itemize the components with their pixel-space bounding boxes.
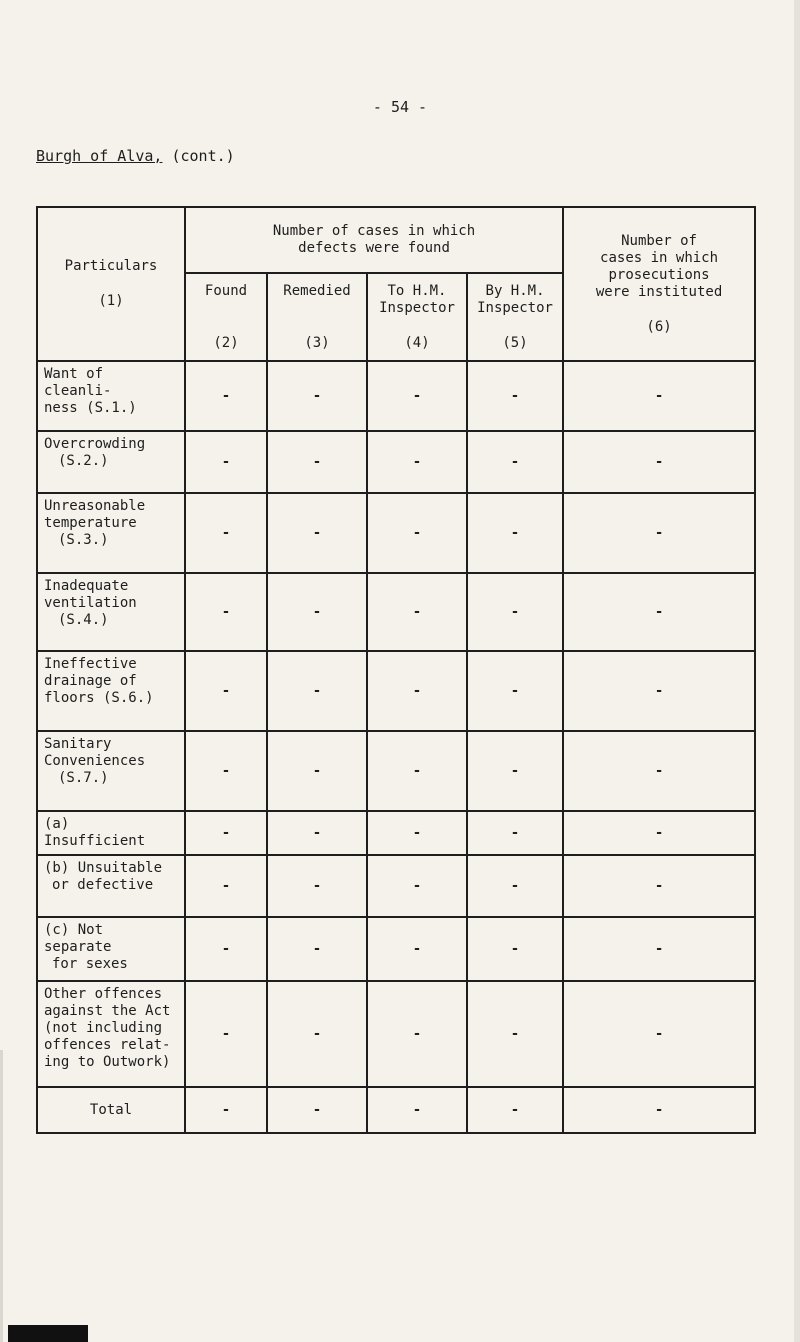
header-row-1 (37, 207, 755, 273)
row-label-line: (b) Unsuitable (44, 860, 163, 876)
row-label-line: Other offences (44, 986, 163, 1002)
prosecutions-header-line-3: prosecutions (608, 266, 710, 283)
by-inspector-cell: - (467, 855, 563, 917)
table-row (37, 917, 755, 981)
by-inspector-header (467, 273, 563, 361)
remedied-cell: - (267, 651, 367, 731)
to-inspector-cell: - (367, 981, 467, 1087)
row-label-line: (S.3.) (58, 532, 109, 548)
row-label-line: offences relat- (44, 1037, 171, 1053)
defects-group-header (185, 207, 563, 273)
found-cell: - (185, 811, 267, 855)
remedied-header-label: Remedied (283, 282, 351, 299)
particulars-header (37, 207, 185, 361)
heading-suffix: (cont.) (171, 147, 235, 165)
row-label-line: Ineffective (44, 656, 137, 672)
to-inspector-cell: - (367, 811, 467, 855)
remedied-cell: - (267, 917, 367, 981)
total-remedied-cell: - (267, 1087, 367, 1133)
table-row (37, 493, 755, 573)
row-label-line: for sexes (52, 956, 128, 972)
total-row (37, 1087, 755, 1133)
remedied-header-line-2 (268, 300, 366, 317)
found-cell: - (185, 431, 267, 493)
scan-margin-mark (0, 1050, 3, 1342)
remedied-cell: - (267, 361, 367, 431)
row-label-line: temperature (44, 515, 137, 531)
to-inspector-cell: - (367, 731, 467, 811)
found-cell: - (185, 855, 267, 917)
by-inspector-cell: - (467, 361, 563, 431)
table-row (37, 981, 755, 1087)
to-inspector-cell: - (367, 361, 467, 431)
prosecutions-cell: - (563, 855, 755, 917)
by-inspector-cell: - (467, 811, 563, 855)
found-cell: - (185, 917, 267, 981)
row-label (37, 361, 185, 431)
prosecutions-cell: - (563, 431, 755, 493)
to-inspector-header-line-1: To H.M. (387, 282, 447, 299)
by-inspector-cell: - (467, 493, 563, 573)
row-label-line: ventilation (44, 595, 137, 611)
remedied-cell: - (267, 731, 367, 811)
prosecutions-header-line-2: cases in which (600, 249, 719, 266)
by-inspector-header-line-2: Inspector (477, 299, 553, 316)
to-inspector-cell: - (367, 573, 467, 651)
remedied-cell: - (267, 811, 367, 855)
scan-bottom-mark (8, 1325, 88, 1342)
defects-table (36, 206, 756, 1134)
total-by-inspector-cell: - (467, 1087, 563, 1133)
prosecutions-cell: - (563, 917, 755, 981)
prosecutions-cell: - (563, 651, 755, 731)
row-label (37, 431, 185, 493)
table-row (37, 855, 755, 917)
row-label-line: Want of cleanli- (44, 366, 112, 399)
by-inspector-cell: - (467, 981, 563, 1087)
table-row (37, 811, 755, 855)
found-cell: - (185, 573, 267, 651)
table-row (37, 431, 755, 493)
remedied-header (267, 273, 367, 361)
found-header-label: Found (204, 282, 248, 299)
row-label-line: (not including (44, 1020, 163, 1036)
total-to-inspector-cell: - (367, 1087, 467, 1133)
prosecutions-cell: - (563, 361, 755, 431)
row-label-line: against the Act (44, 1003, 171, 1019)
row-label (37, 917, 185, 981)
prosecutions-cell: - (563, 811, 755, 855)
page-number: - 54 - (372, 98, 428, 116)
prosecutions-cell: - (563, 573, 755, 651)
remedied-cell: - (267, 431, 367, 493)
row-label-line: ness (S.1.) (44, 400, 137, 416)
heading-place: Burgh of Alva, (36, 147, 163, 165)
row-label (37, 855, 185, 917)
particulars-col-number: (1) (98, 293, 124, 309)
by-inspector-cell: - (467, 651, 563, 731)
defects-group-line-2: defects were found (298, 240, 450, 256)
by-inspector-cell: - (467, 573, 563, 651)
total-found-cell: - (185, 1087, 267, 1133)
to-inspector-cell: - (367, 917, 467, 981)
row-label-line: or defective (52, 877, 154, 893)
row-label (37, 731, 185, 811)
prosecutions-cell: - (563, 981, 755, 1087)
found-cell: - (185, 651, 267, 731)
remedied-cell: - (267, 573, 367, 651)
page-edge (794, 0, 800, 1342)
row-label-line: Sanitary (44, 736, 112, 752)
prosecutions-header-line-1: Number of (621, 232, 697, 249)
row-label (37, 981, 185, 1087)
total-prosecutions-cell: - (563, 1087, 755, 1133)
to-inspector-cell: - (367, 493, 467, 573)
row-label-line: Unreasonable (44, 498, 146, 514)
row-label-line: drainage of (44, 673, 137, 689)
table-row (37, 573, 755, 651)
prosecutions-header-line-4: were instituted (595, 283, 723, 300)
row-label-line: Overcrowding (44, 436, 146, 452)
found-header (185, 273, 267, 361)
to-inspector-cell: - (367, 651, 467, 731)
row-label-line: floors (S.6.) (44, 690, 154, 706)
row-label-line: Inadequate (44, 578, 129, 594)
by-inspector-cell: - (467, 917, 563, 981)
row-label-line: (c) Not separate (44, 922, 112, 955)
row-label-line: ing to Outwork) (44, 1054, 171, 1070)
to-inspector-cell: - (367, 431, 467, 493)
row-label-line: (a) Insufficient (44, 816, 146, 849)
to-inspector-col-number: (4) (404, 334, 430, 351)
total-label: Total (37, 1087, 185, 1133)
row-label-line: (S.7.) (58, 770, 109, 786)
remedied-cell: - (267, 855, 367, 917)
particulars-header-label: Particulars (64, 258, 158, 274)
remedied-col-number: (3) (304, 334, 330, 351)
to-inspector-cell: - (367, 855, 467, 917)
prosecutions-col-number: (6) (646, 318, 672, 335)
found-header-line-2 (186, 300, 266, 317)
prosecutions-cell: - (563, 493, 755, 573)
found-cell: - (185, 493, 267, 573)
table-row (37, 651, 755, 731)
row-label-line: (S.2.) (58, 453, 109, 469)
found-cell: - (185, 731, 267, 811)
by-inspector-cell: - (467, 731, 563, 811)
found-col-number: (2) (213, 334, 239, 351)
remedied-cell: - (267, 981, 367, 1087)
row-label (37, 573, 185, 651)
prosecutions-header (563, 207, 755, 361)
found-cell: - (185, 361, 267, 431)
defects-group-line-1: Number of cases in which (272, 223, 476, 239)
page-heading (36, 147, 235, 165)
by-inspector-col-number: (5) (502, 334, 528, 351)
row-label-line: (S.4.) (58, 612, 109, 628)
row-label (37, 811, 185, 855)
row-label (37, 493, 185, 573)
to-inspector-header (367, 273, 467, 361)
row-label-line: Conveniences (44, 753, 146, 769)
table-row (37, 731, 755, 811)
table-row (37, 361, 755, 431)
by-inspector-cell: - (467, 431, 563, 493)
by-inspector-header-line-1: By H.M. (485, 282, 545, 299)
found-cell: - (185, 981, 267, 1087)
row-label (37, 651, 185, 731)
prosecutions-cell: - (563, 731, 755, 811)
remedied-cell: - (267, 493, 367, 573)
to-inspector-header-line-2: Inspector (379, 299, 455, 316)
